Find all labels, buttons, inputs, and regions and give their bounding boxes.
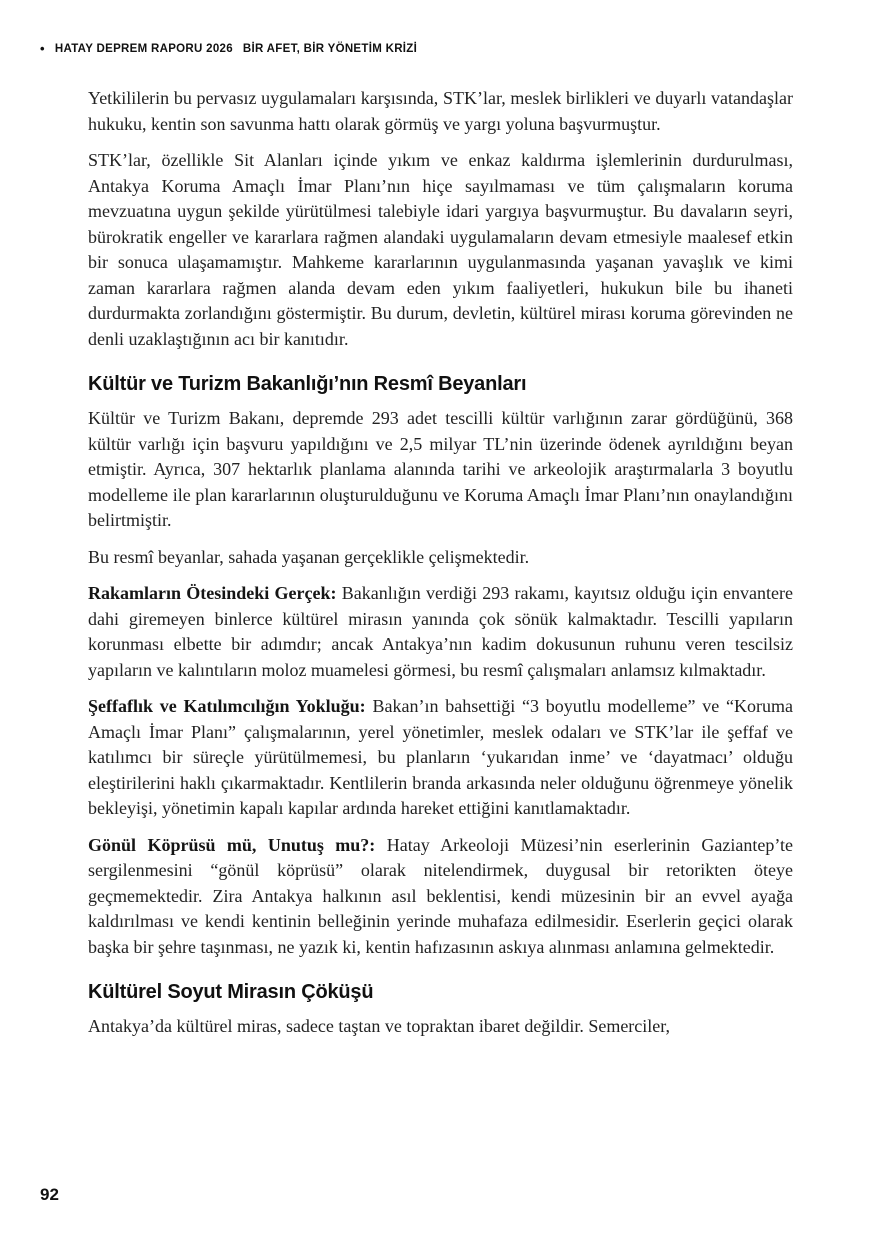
section-heading: Kültür ve Turizm Bakanlığı’nın Resmî Beyanları: [88, 373, 527, 395]
paragraph: [88, 581, 793, 683]
bullet-icon: •: [40, 41, 45, 56]
paragraph: [88, 833, 793, 961]
running-header: [40, 42, 417, 55]
paragraph: [88, 694, 793, 822]
paragraph: Kültür ve Turizm Bakanı, depremde 293 adet tescilli kültür varlığının zarar gördüğünü, 368 kültür varlığı için başvuru yapıldığını ve 2,5 milyar TL’nin üzerinde ödenek ayrıldığını beyan etmiştir. Ayrıca, 307 hektarlık planlama alanında tarihi ve arkeolojik araştırmalarla 3 boyutlu modelleme ile plan kararlarının oluşturulduğunu ve Koruma Amaçlı İmar Planı’nın onaylandığını belirtmiştir.: [88, 408, 793, 530]
paragraph-lead: Gönül Köprüsü mü, Unutuş mu?:: [88, 834, 376, 855]
paragraph-text: Hatay Arkeoloji Müzesi’nin eserlerinin Gaziantep’te sergilenmesini “gönül köprüsü” olarak nitelendirmek, duygusal bir retorikten öteye geçmemektedir. Zira Antakya halkının asıl beklentisi, kendi müzesinin bir an evvel ayağa kaldırılması ve kendi kentinin belleğinin yerinde muhafaza edilmesidir. Eserlerin geçici olarak başka bir şehre taşınması, ne yazık ki, kentin hafızasının askıya alınması anlamına gelmektedir.: [88, 834, 794, 957]
paragraph-text: Bakanlığın verdiği 293 rakamı, kayıtsız olduğu için envantere dahi giremeyen binlerce kültürel mirasın yanında çok sönük kalmaktadır. Tescilli yapıların korunması elbette bir adımdır; ancak Antakya’nın kadim dokusunun ruhunu veren tescilsiz yapıların ve kalıntıların moloz muamelesi görmesi, bu resmî çalışmaları anlamsız kılmaktadır.: [88, 583, 793, 680]
paragraph-lead: Şeffaflık ve Katılımcılığın Yokluğu:: [88, 696, 366, 716]
paragraph: STK’lar, özellikle Sit Alanları içinde yıkım ve enkaz kaldırma işlemlerinin durdurulması, Antakya Koruma Amaçlı İmar Planı’nın hiçe sayılmaması ve tüm çalışmaların koruma mevzuatına uygun şekilde yürütülmesi talebiyle idari yargıya başvurmuştur. Bu davaların seyri, bürokratik engeller ve kararlara rağmen alandaki uygulamaların devam etmesiyle maalesef etkin bir sonuca ulaşamamıştır. Mahkeme kararlarının uygulanmasında yaşanan yavaşlık ve kimi zaman kararlara rağmen alanda devam eden yıkım faaliyetleri, hukukun bile bu ihaneti durdurmakta zorlandığını göstermiştir. Bu durum, devletin, kültürel mirası koruma görevinden ne denli uzaklaştığının acı bir kanıtıdır.: [88, 150, 793, 349]
page-number: 92: [40, 1185, 59, 1204]
page-content: [88, 86, 793, 1051]
section-heading: Kültürel Soyut Mirasın Çöküşü: [88, 981, 374, 1003]
running-header-title: HATAY DEPREM RAPORU 2026: [54, 42, 233, 55]
paragraph-lead: Rakamların Ötesindeki Gerçek:: [88, 583, 337, 603]
paragraph: Antakya’da kültürel miras, sadece taştan ve topraktan ibaret değildir. Semerciler,: [88, 1016, 671, 1036]
paragraph: Bu resmî beyanlar, sahada yaşanan gerçeklikle çelişmektedir.: [88, 546, 530, 567]
paragraph-text: Bakan’ın bahsettiği “3 boyutlu modelleme” ve “Koruma Amaçlı İmar Planı” çalışmalarının, yerel yönetimler, meslek odaları ve STK’lar ile şeffaf ve katılımcı bir süreçle yürütülmemesi, bu planların ‘yukarıdan inme’ ve ‘dayatmacı’ olduğu eleştirilerini haklı çıkarmaktadır. Kentlilerin branda arkasında neler olduğunu öğrenmeye yönelik bekleyişi, yönetimin kapalı kapılar ardında hareket ettiğini kanıtlamaktadır.: [88, 696, 794, 818]
running-header-subtitle: BİR AFET, BİR YÖNETİM KRİZİ: [242, 42, 418, 55]
paragraph: Yetkililerin bu pervasız uygulamaları karşısında, STK’lar, meslek birlikleri ve duyarlı vatandaşlar hukuku, kentin son savunma hattı olarak görmüş ve yargı yoluna başvurmuştur.: [88, 88, 793, 134]
